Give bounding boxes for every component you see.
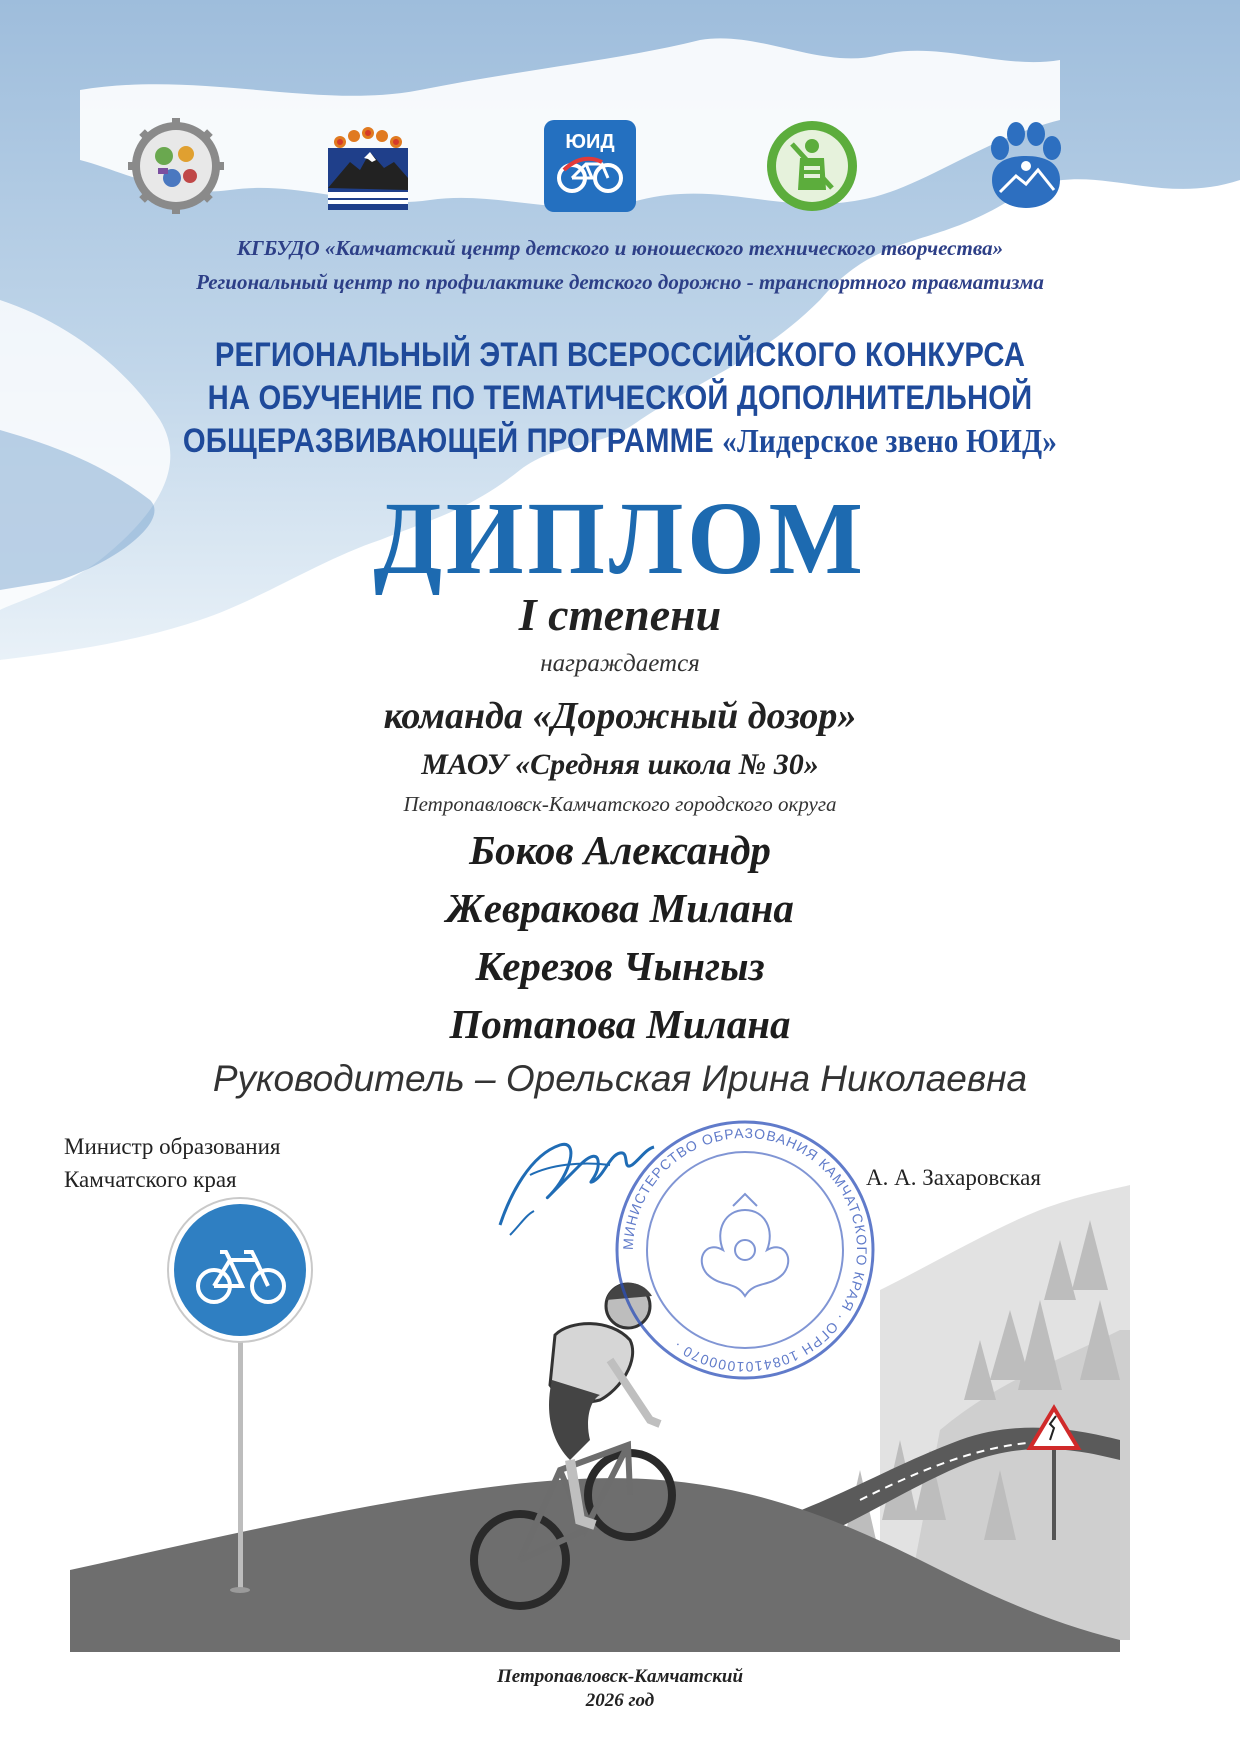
team-member: Жевракова Милана bbox=[446, 885, 794, 931]
school-name: МАОУ «Средняя школа № 30» bbox=[421, 748, 819, 781]
program-name: «Лидерское звено ЮИД» bbox=[722, 423, 1058, 460]
awarded-label: награждается bbox=[540, 650, 700, 677]
yuid-logo-icon bbox=[542, 118, 638, 214]
footer-city: Петропавловск-Камчатский bbox=[496, 1666, 744, 1687]
signatory-position-line-1: Министр образования bbox=[64, 1134, 281, 1159]
team-member: Потапова Милана bbox=[449, 1001, 791, 1047]
team-name: команда «Дорожный дозор» bbox=[383, 695, 857, 737]
signatory-name: А. А. Захаровская bbox=[866, 1165, 1041, 1190]
team-member: Боков Александр bbox=[469, 827, 771, 873]
handwritten-signature bbox=[490, 1115, 660, 1245]
signatory-position bbox=[64, 1130, 281, 1196]
organization-line-2: Региональный центр по профилактике детского дорожно - транспортного травматизма bbox=[196, 270, 1044, 294]
contest-title-line-1: РЕГИОНАЛЬНЫЙ ЭТАП ВСЕРОССИЙСКОГО КОНКУРСА bbox=[214, 336, 1026, 374]
district-name: Петропавловск-Камчатского городского округа bbox=[403, 792, 837, 816]
logos-row bbox=[0, 118, 1240, 228]
team-member: Керезов Чынгыз bbox=[475, 943, 765, 989]
signatory-position-line-2: Камчатского края bbox=[64, 1167, 237, 1192]
contest-title bbox=[87, 334, 1153, 463]
svg-text:МИНИСТЕРСТВО ОБРАЗОВАНИЯ КАМЧА: МИНИСТЕРСТВО ОБРАЗОВАНИЯ КАМЧАТСКОГО КРАЯ · ОГРН 1084101000070 · bbox=[619, 1124, 871, 1376]
diploma-title: ДИПЛОМ bbox=[373, 481, 867, 596]
footer bbox=[0, 1665, 1240, 1713]
kamchatka-coat-of-arms-icon bbox=[320, 118, 416, 214]
contest-title-line-2: НА ОБУЧЕНИЕ ПО ТЕМАТИЧЕСКОЙ ДОПОЛНИТЕЛЬНОЙ bbox=[207, 379, 1033, 417]
team-leader: Руководитель – Орельская Ирина Николаевна bbox=[212, 1058, 1028, 1099]
paw-print-emblem-icon bbox=[978, 118, 1074, 214]
organization-line-1: КГБУДО «Камчатский центр детского и юношеского технического творчества» bbox=[236, 236, 1004, 260]
contest-title-line-3 bbox=[87, 420, 1153, 463]
diploma-degree: I степени bbox=[518, 589, 722, 640]
yuid-logo-text: ЮИД bbox=[565, 131, 615, 153]
gear-emblem-icon bbox=[128, 118, 224, 214]
traffic-safety-emblem-icon bbox=[764, 118, 860, 214]
footer-year: 2026 год bbox=[585, 1690, 655, 1711]
contest-title-line-3-main: ОБЩЕРАЗВИВАЮЩЕЙ ПРОГРАММЕ bbox=[182, 422, 714, 460]
